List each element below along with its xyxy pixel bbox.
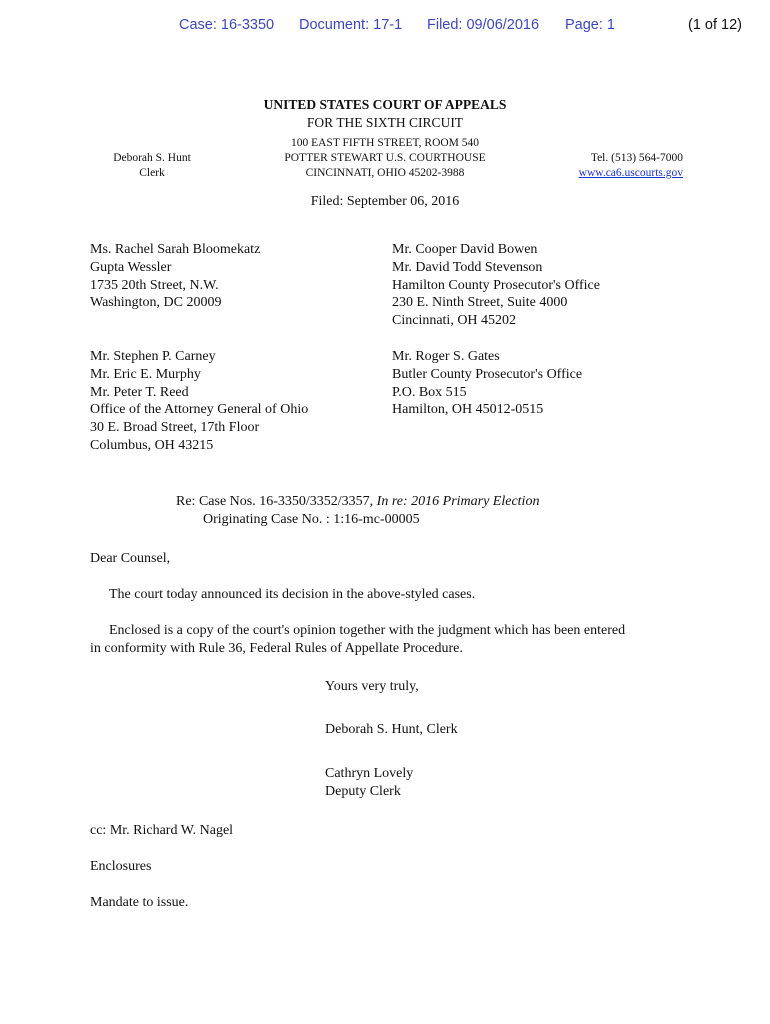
mandate-note: Mandate to issue. [90,895,189,910]
telephone: Tel. (513) 564-7000 [590,152,683,164]
address-line-2: POTTER STEWART U.S. COURTHOUSE [284,152,486,164]
filed-date: Filed: September 06, 2016 [310,194,460,209]
clerk-title: Clerk [139,167,165,179]
addressee-line: Mr. Eric E. Murphy [90,366,201,382]
re-line [176,494,539,510]
addressee-line: Hamilton, OH 45012-0515 [392,402,544,418]
addressee-line: P.O. Box 515 [392,384,467,400]
addressee-block-1 [90,241,260,312]
deputy-clerk-title: Deputy Clerk [325,784,401,799]
signature: Deborah S. Hunt, Clerk [325,722,458,737]
addressee-line: 230 E. Ninth Street, Suite 4000 [392,295,568,311]
addressee-block-2 [392,241,600,330]
address-line-1: 100 EAST FIFTH STREET, ROOM 540 [290,137,480,149]
paragraph-2-line-1: Enclosed is a copy of the court's opinion together with the judgment which has been entered [109,623,626,638]
court-title: UNITED STATES COURT OF APPEALS [263,97,507,112]
addressee-line: Butler County Prosecutor's Office [392,366,583,382]
page-number-stamp: Page: 1 [565,17,615,33]
document-number-stamp: Document: 17-1 [299,17,403,33]
addressee-line: Washington, DC 20009 [90,295,222,311]
circuit-name: FOR THE SIXTH CIRCUIT [306,115,464,130]
addressee-line: Mr. Roger S. Gates [392,349,500,364]
paragraph-1: The court today announced its decision in the above-styled cases. [109,587,476,602]
cc-line: cc: Mr. Richard W. Nagel [90,823,234,838]
addressee-line: Columbus, OH 43215 [90,437,214,453]
addressee-line: 1735 20th Street, N.W. [90,277,219,293]
addressee-line: Ms. Rachel Sarah Bloomekatz [90,242,261,257]
addressee-line: Hamilton County Prosecutor's Office [392,277,600,293]
paragraph-2-line-2: in conformity with Rule 36, Federal Rules of Appellate Procedure. [90,641,463,656]
enclosures: Enclosures [90,859,152,874]
address-line-3: CINCINNATI, OHIO 45202-3988 [305,167,465,179]
originating-case-number: Originating Case No. : 1:16-mc-00005 [203,512,420,527]
addressee-line: 30 E. Broad Street, 17th Floor [90,420,260,436]
addressee-block-3 [90,348,308,455]
addressee-line: Mr. Cooper David Bowen [392,242,538,257]
deputy-clerk-name: Cathryn Lovely [325,766,414,781]
addressee-line: Cincinnati, OH 45202 [392,313,517,329]
addressee-line: Office of the Attorney General of Ohio [90,402,309,418]
re-case-title: In re: 2016 Primary Election [376,494,540,509]
addressee-line: Mr. Stephen P. Carney [90,349,216,364]
re-label: Re: [176,494,196,509]
addressee-line: Mr. David Todd Stevenson [392,259,543,275]
court-website-link[interactable]: www.ca6.uscourts.gov [578,167,683,179]
case-number-stamp: Case: 16-3350 [179,17,275,33]
page-count: (1 of 12) [688,17,742,33]
filed-date-stamp: Filed: 09/06/2016 [427,17,540,33]
clerk-name: Deborah S. Hunt [113,152,191,164]
addressee-block-4 [392,348,582,419]
salutation: Dear Counsel, [90,551,171,566]
addressee-line: Mr. Peter T. Reed [90,384,189,400]
re-case-numbers: Case Nos. 16-3350/3352/3357, [198,494,377,509]
closing: Yours very truly, [325,679,419,694]
addressee-line: Gupta Wessler [90,259,172,275]
